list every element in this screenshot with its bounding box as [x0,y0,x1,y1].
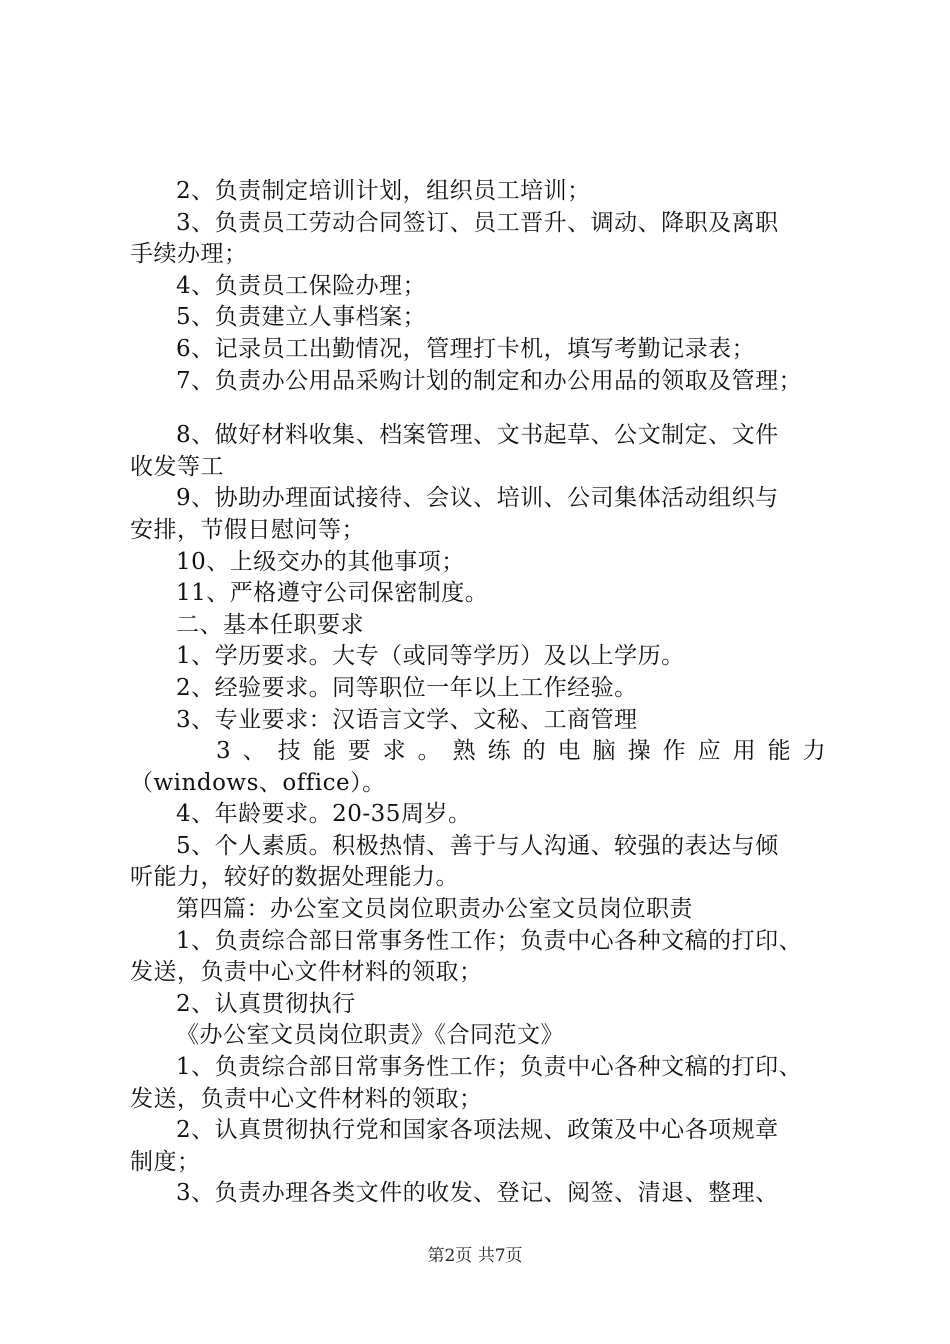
text-line: 4、年龄要求。20-35周岁。 [176,801,472,828]
document-body [130,176,845,1210]
text-line: 2、经验要求。同等职位一年以上工作经验。 [176,674,638,701]
text-line: 1、负责综合部日常事务性工作；负责中心各种文稿的打印、 [176,927,803,954]
text-line: 4、负责员工保险办理； [176,272,427,299]
text-line: 发送，负责中心文件材料的领取； [130,959,483,986]
text-line: 3、负责办理各类文件的收发、登记、阅签、清退、整理、 [176,1180,779,1207]
page-footer: 第2页 共7页 [427,1246,523,1266]
text-line: 3、专业要求：汉语言文学、文秘、工商管理 [176,706,638,733]
text-line: （windows、office）。 [130,769,386,796]
text-line: 1、学历要求。大专（或同等学历）及以上学历。 [176,643,685,670]
text-line: 5、个人素质。积极热情、善于与人沟通、较强的表达与倾 [176,832,779,859]
text-line: 8、做好材料收集、档案管理、文书起草、公文制定、文件 [176,422,779,449]
text-line: 3、技能要求。熟练的电脑操作应用能力 [216,738,838,765]
text-line: 安排，节假日慰问等； [130,516,365,543]
text-line: 发送，负责中心文件材料的领取； [130,1085,483,1112]
text-line: 2、认真贯彻执行 [176,990,356,1017]
text-line: 2、负责制定培训计划，组织员工培训； [176,178,591,204]
section-heading: 二、基本任职要求 [176,611,364,638]
text-line: 2、认真贯彻执行党和国家各项法规、政策及中心各项规章 [176,1117,779,1144]
text-line: 《办公室文员岗位职责》《合同范文》 [176,1022,564,1049]
text-line: 11、严格遵守公司保密制度。 [176,580,489,607]
text-line: 制度； [130,1148,201,1175]
text-line: 收发等工 [130,453,224,480]
text-line: 3、负责员工劳动合同签订、员工晋升、调动、降职及离职 [176,209,779,236]
paragraph-gap [130,397,845,420]
text-line: 10、上级交办的其他事项； [176,548,465,575]
text-line: 5、负责建立人事档案； [176,304,427,331]
text-line: 听能力，较好的数据处理能力。 [130,864,459,891]
text-line: 9、协助办理面试接待、会议、培训、公司集体活动组织与 [176,485,779,512]
section-heading: 第四篇：办公室文员岗位职责办公室文员岗位职责 [176,896,693,923]
text-line: 7、负责办公用品采购计划的制定和办公用品的领取及管理； [176,367,803,394]
text-line: 1、负责综合部日常事务性工作；负责中心各种文稿的打印、 [176,1054,803,1081]
text-line: 6、记录员工出勤情况，管理打卡机，填写考勤记录表； [176,335,756,362]
text-line: 手续办理； [130,241,248,268]
